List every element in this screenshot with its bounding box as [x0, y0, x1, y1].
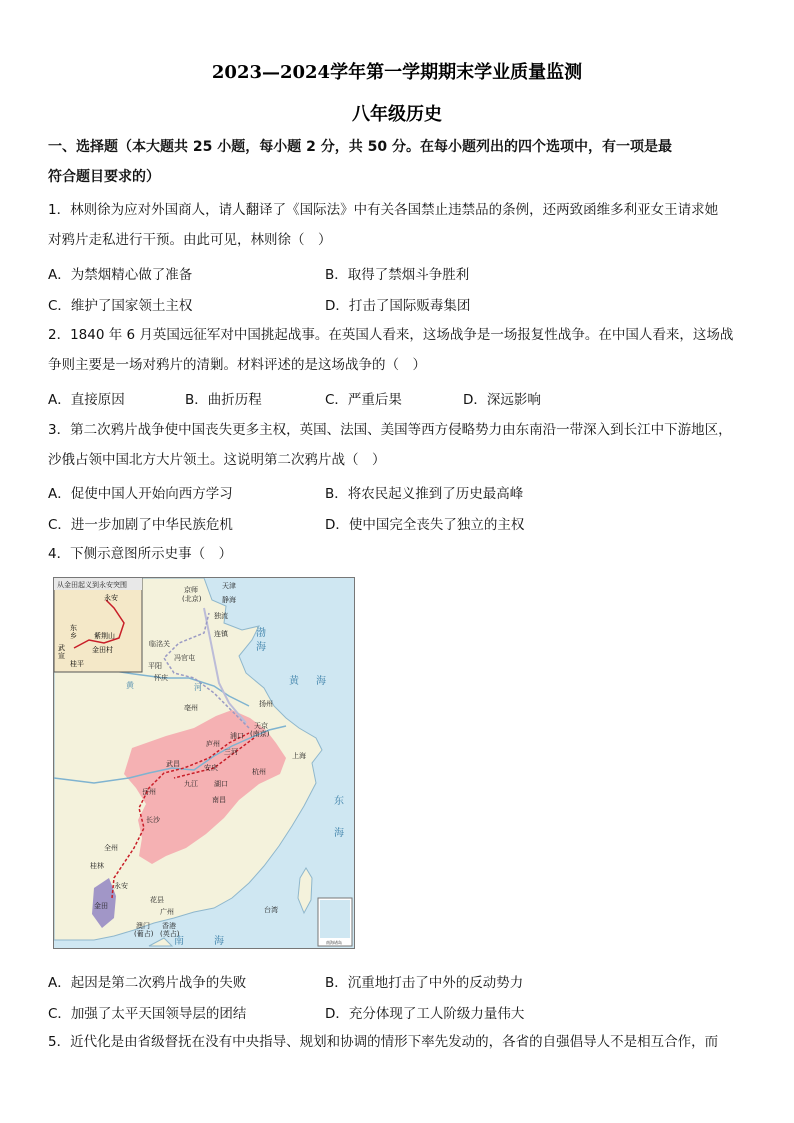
- exam-subtitle: 八年级历史: [352, 104, 442, 125]
- question-4-option-b[interactable]: B．沉重地打击了中外的反动势力: [325, 975, 524, 991]
- question-2-stem: 2．1840 年 6 月英国远征军对中国挑起战事。在英国人看来，这场战争是一场报复性战争。在中国人看来，这场战: [48, 327, 734, 343]
- city-label: 桂林: [90, 862, 104, 870]
- map-svg: [54, 578, 354, 948]
- question-3-option-a[interactable]: A．促使中国人开始向西方学习: [48, 486, 233, 502]
- sea-label: 海: [334, 828, 344, 839]
- sea-label: 渤: [256, 628, 266, 639]
- city-label: 京师: [184, 586, 198, 594]
- city-label: 天京: [254, 722, 268, 730]
- question-1-option-a[interactable]: A．为禁烟精心做了准备: [48, 267, 193, 283]
- river-label: 河: [194, 683, 202, 692]
- question-1-stem-cont: 对鸦片走私进行干预。由此可见，林则徐（ ）: [48, 232, 332, 248]
- city-label: 武昌: [166, 760, 180, 768]
- inset-label: 乡: [70, 632, 77, 640]
- question-2-option-a[interactable]: A．直接原因: [48, 392, 125, 408]
- question-5-stem: 5．近代化是由省级督抚在没有中央指导、规划和协调的情形下率先发动的，各省的自强倡导人不是相互合作，而: [48, 1034, 719, 1050]
- question-3-stem: 3．第二次鸦片战争使中国丧失更多主权，英国、法国、美国等西方侵略势力由东南沿一带深入到长江中下游地区，: [48, 422, 732, 438]
- sea-label: 海: [316, 676, 326, 687]
- question-1-option-c[interactable]: C．维护了国家领土主权: [48, 298, 193, 314]
- city-label: 亳州: [184, 704, 198, 712]
- city-label: 怀庆: [154, 674, 168, 682]
- inset-frame: [54, 578, 142, 672]
- question-3-stem-cont: 沙俄占领中国北方大片领土。这说明第二次鸦片战（ ）: [48, 452, 386, 468]
- city-label: 杭州: [252, 768, 266, 776]
- question-1-stem: 1．林则徐为应对外国商人，请人翻译了《国际法》中有关各国禁止违禁品的条例，还两致函维多利亚女王请求她: [48, 202, 719, 218]
- question-2-option-d[interactable]: D．深远影响: [463, 392, 541, 408]
- city-label: 九江: [184, 780, 198, 788]
- sea-label: 东: [334, 796, 344, 807]
- sea-label: 黄: [289, 676, 299, 687]
- city-label: 平阳: [148, 662, 162, 670]
- question-2-option-c[interactable]: C．严重后果: [325, 392, 402, 408]
- city-label: 浦口: [230, 732, 244, 740]
- city-label: 香港: [162, 922, 176, 930]
- city-label: 澳门: [136, 922, 150, 930]
- question-2-option-b[interactable]: B．曲折历程: [185, 392, 262, 408]
- inset-label: 桂平: [70, 660, 84, 668]
- question-1-option-b[interactable]: B．取得了禁烟斗争胜利: [325, 267, 470, 283]
- taiping-map-figure: [53, 577, 355, 949]
- sea-label: 海: [256, 642, 266, 653]
- city-label: 湖口: [214, 780, 228, 788]
- inset-label: 永安: [104, 594, 118, 602]
- south-sea-inset-label: 南海诸岛: [326, 940, 342, 945]
- city-label: 台湾: [264, 906, 278, 914]
- question-4-option-a[interactable]: A．起因是第二次鸦片战争的失败: [48, 975, 247, 991]
- city-label: 花县: [150, 896, 164, 904]
- inset-label: 紫荆山: [94, 632, 115, 640]
- section-heading-line1: 一、选择题（本大题共 25 小题，每小题 2 分，共 50 分。在每小题列出的四个选项中，有一项是最: [48, 139, 672, 155]
- sea-label: 海: [214, 936, 224, 947]
- city-label: 长沙: [146, 816, 160, 824]
- city-label: 金田: [94, 902, 108, 910]
- sea-label: 南: [174, 936, 184, 947]
- question-3-option-c[interactable]: C．进一步加剧了中华民族危机: [48, 517, 233, 533]
- city-label: (南京): [250, 730, 270, 738]
- city-label: (北京): [182, 595, 202, 603]
- city-label: 临洺关: [149, 640, 170, 648]
- inset-title: 从金田起义到永安突围: [57, 581, 127, 589]
- city-label: 庐州: [206, 740, 220, 748]
- inset-label: 武: [58, 644, 65, 652]
- city-label: 岳州: [142, 788, 156, 796]
- inset-label: 金田村: [92, 646, 113, 654]
- city-label: 安庆: [204, 764, 218, 772]
- city-label: 连镇: [214, 630, 228, 638]
- question-4-option-d[interactable]: D．充分体现了工人阶级力量伟大: [325, 1006, 525, 1022]
- city-label: 全州: [104, 844, 118, 852]
- section-heading-line2: 符合题目要求的）: [48, 169, 160, 185]
- city-label: (葡占): [134, 930, 154, 938]
- exam-title: 2023—2024学年第一学期期末学业质量监测: [211, 62, 583, 83]
- city-label: 扬州: [259, 700, 273, 708]
- city-label: 南昌: [212, 796, 226, 804]
- question-4-option-c[interactable]: C．加强了太平天国领导层的团结: [48, 1006, 247, 1022]
- city-label: 静海: [222, 596, 236, 604]
- question-1-option-d[interactable]: D．打击了国际贩毒集团: [325, 298, 471, 314]
- question-3-option-b[interactable]: B．将农民起义推到了历史最高峰: [325, 486, 524, 502]
- city-label: 永安: [114, 882, 128, 890]
- river-label: 黄: [126, 681, 134, 690]
- city-label: 广州: [160, 908, 174, 916]
- inset-label: 宣: [58, 652, 65, 660]
- question-4-stem: 4．下侧示意图所示史事（ ）: [48, 546, 233, 562]
- city-label: 上海: [292, 752, 306, 760]
- question-2-stem-cont: 争则主要是一场对鸦片的清剿。材料评述的是这场战争的（ ）: [48, 357, 426, 373]
- city-label: 独流: [214, 612, 228, 620]
- city-label: 冯官屯: [174, 654, 195, 662]
- inset-label: 东: [70, 624, 77, 632]
- south-sea-inset-land: [320, 900, 350, 938]
- question-3-option-d[interactable]: D．使中国完全丧失了独立的主权: [325, 517, 525, 533]
- city-label: 天津: [222, 582, 236, 590]
- city-label: (英占): [160, 930, 180, 938]
- city-label: 三河: [224, 748, 238, 756]
